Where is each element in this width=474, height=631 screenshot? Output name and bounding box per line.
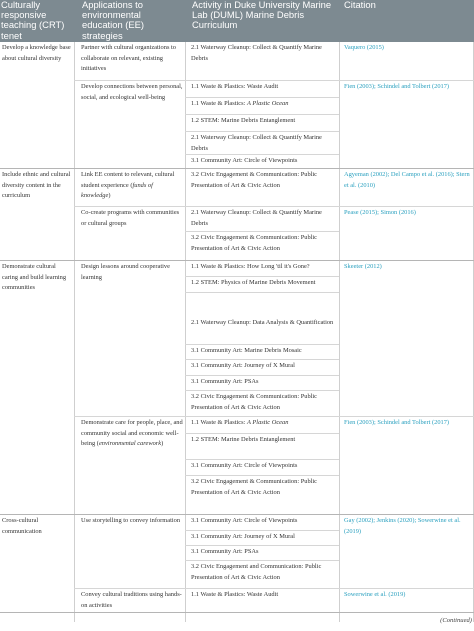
strategy-text: Link EE content to relevant, cultural student experience ( xyxy=(81,171,175,189)
strategy-term: environmental carework xyxy=(98,440,162,448)
strategy-link-ee-content xyxy=(81,170,183,202)
activity-item-title: A Plastic Ocean xyxy=(247,100,289,107)
activity-item: 3.1 Community Art: Journey of X Mural xyxy=(191,533,295,540)
strategy-co-create-programs: Co-create programs with communities or cultural groups xyxy=(81,209,180,227)
strategy-partner-organizations: Partner with cultural organizations to collaborate on relevant, existing initiatives xyxy=(81,44,177,73)
section-divider xyxy=(0,260,474,261)
header-ee-strategies: Applications to environmental education (EE) strategies xyxy=(82,0,145,41)
row-divider xyxy=(185,433,339,434)
activity-item-title: A Plastic Ocean xyxy=(247,419,289,426)
row-divider xyxy=(74,588,474,589)
strategy-cultural-traditions: Convey cultural traditions using hands-on activities xyxy=(81,591,182,609)
activity-item: 3.1 Community Art: Marine Debris Mosaic xyxy=(191,347,302,354)
row-divider xyxy=(185,276,339,277)
section-divider xyxy=(0,514,474,515)
citation: Fien (2003); Schindel and Tolbert (2017) xyxy=(344,419,450,426)
row-divider xyxy=(185,475,339,476)
activity-item: 1.2 STEM: Marine Debris Entanglement xyxy=(191,436,296,443)
table-bottom-border xyxy=(0,612,474,613)
activity-item: 3.2 Civic Engagement & Communication: Public Presentation of Art & Civic Action xyxy=(191,393,318,411)
row-divider xyxy=(185,560,339,561)
activity-item: 3.1 Community Art: Circle of Viewpoints xyxy=(191,157,298,164)
activity-item: 3.1 Community Art: Circle of Viewpoints xyxy=(191,517,298,524)
strategy-personal-social-ecological: Develop connections between personal, social, and ecological well-being xyxy=(81,83,183,101)
strategy-environmental-carework xyxy=(81,418,183,450)
activity-item xyxy=(191,418,337,429)
activity-item: 1.2 STEM: Marine Debris Entanglement xyxy=(191,117,296,124)
strategy-storytelling: Use storytelling to convey information xyxy=(81,517,181,524)
row-divider xyxy=(185,375,339,376)
tenet-cultural-caring: Demonstrate cultural caring and build learning communities xyxy=(2,263,67,292)
activity-item: 3.2 Civic Engagement & Communication: Public Presentation of Art & Civic Action xyxy=(191,234,318,252)
column-divider xyxy=(185,42,186,622)
activity-item: 3.1 Community Art: PSAs xyxy=(191,548,259,555)
strategy-text: ) xyxy=(108,192,111,200)
row-divider xyxy=(185,292,339,293)
strategy-text: ) xyxy=(161,440,164,448)
activity-item-text: 1.1 Waste & Plastics: xyxy=(191,419,247,426)
citation: Sowerwine et al. (2019) xyxy=(344,591,406,598)
row-divider xyxy=(185,390,339,391)
tenet-cross-cultural: Cross-cultural communication xyxy=(2,517,42,535)
column-divider xyxy=(339,42,340,622)
activity-item: 1.1 Waste & Plastics: How Long 'til it's Gone? xyxy=(191,263,310,270)
activity-item: 2.1 Waterway Cleanup: Collect & Quantify Marine Debris xyxy=(191,209,322,227)
citation: Vaquero (2015) xyxy=(344,44,384,51)
column-divider xyxy=(74,42,75,622)
activity-item: 3.2 Civic Engagement and Communication: Public Presentation of Art & Civic Action xyxy=(191,563,322,581)
row-divider xyxy=(185,114,339,115)
activity-item xyxy=(191,99,337,110)
row-divider xyxy=(185,344,339,345)
row-divider xyxy=(185,131,339,132)
header-duml-activity: Activity in Duke University Marine Lab (DUML) Marine Debris Curriculum xyxy=(192,0,332,31)
row-divider xyxy=(74,416,474,417)
activity-item: 3.2 Civic Engagement & Communication: Public Presentation of Art & Civic Action xyxy=(191,478,318,496)
citation: Fien (2003); Schindel and Tolbert (2017) xyxy=(344,83,450,90)
row-divider xyxy=(185,545,339,546)
tenet-diversity-content: Include ethnic and cultural diversity content in the curriculum xyxy=(2,171,71,200)
section-divider xyxy=(0,168,474,169)
row-divider xyxy=(185,530,339,531)
continued-note: (Continued) xyxy=(440,617,472,624)
strategy-term: funds of knowledge xyxy=(81,181,153,200)
activity-item: 1.2 STEM: Physics of Marine Debris Movement xyxy=(191,279,316,286)
header-crt-tenet: Culturally responsive teaching (CRT) tenet xyxy=(1,0,65,41)
activity-item: 2.1 Waterway Cleanup: Collect & Quantify Marine Debris xyxy=(191,134,322,152)
activity-item: 2.1 Waterway Cleanup: Collect & Quantify Marine Debris xyxy=(191,44,322,62)
activity-item: 3.1 Community Art: Journey of X Mural xyxy=(191,362,295,369)
row-divider xyxy=(185,231,339,232)
table-header xyxy=(0,0,474,42)
activity-item-text: 1.1 Waste & Plastics: xyxy=(191,100,247,107)
tenet-knowledge-base: Develop a knowledge base about cultural diversity xyxy=(2,44,71,62)
row-divider xyxy=(74,80,474,81)
header-citation: Citation xyxy=(344,0,376,10)
row-divider xyxy=(185,459,339,460)
citation: Skeeter (2012) xyxy=(344,263,382,270)
strategy-cooperative-learning: Design lessons around cooperative learning xyxy=(81,263,170,281)
activity-item: 2.1 Waterway Cleanup: Data Analysis & Quantification xyxy=(191,319,334,326)
citation: Gay (2002); Jenkins (2020); Sowerwine et al. (2019) xyxy=(344,517,461,535)
activity-item: 3.2 Civic Engagement & Communication: Public Presentation of Art & Civic Action xyxy=(191,171,318,189)
activity-item: 1.1 Waste & Plastics: Waste Audit xyxy=(191,83,279,90)
row-divider xyxy=(185,97,339,98)
strategy-text: Demonstrate care for people, place, and community social and economic well-being ( xyxy=(81,419,183,448)
activity-item: 1.1 Waste & Plastics: Waste Audit xyxy=(191,591,279,598)
row-divider xyxy=(185,154,339,155)
row-divider xyxy=(74,206,474,207)
row-divider xyxy=(185,359,339,360)
activity-item: 3.1 Community Art: PSAs xyxy=(191,378,259,385)
activity-item: 3.1 Community Art: Circle of Viewpoints xyxy=(191,462,298,469)
citation: Agyeman (2002); Del Campo et al. (2016); Stern et al. (2010) xyxy=(344,171,470,189)
citation: Pease (2015); Simon (2016) xyxy=(344,209,416,216)
